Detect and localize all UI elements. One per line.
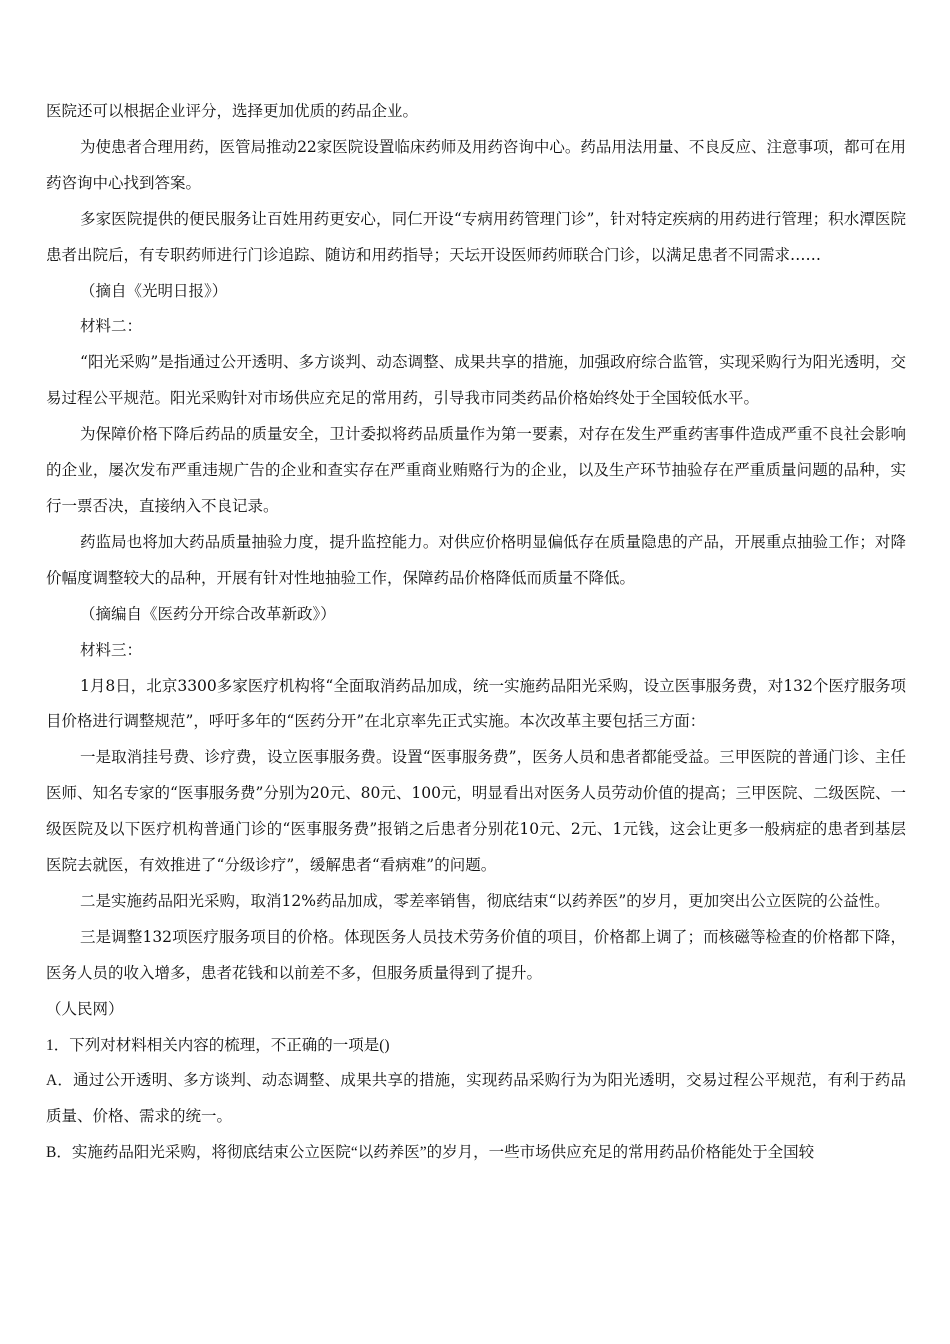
source-people: （人民网） bbox=[46, 999, 124, 1018]
question-option-b[interactable]: B．实施药品阳光采购，将彻底结束公立医院“以药养医”的岁月，一些市场供应充足的常用药品价格能处于全国较 bbox=[46, 1144, 815, 1162]
question-option-a[interactable]: A．通过公开透明、多方谈判、动态调整、成果共享的措施，实现药品采购行为为阳光透明，交易过程公平规范，有利于药品质量、价格、需求的统一。 bbox=[46, 1072, 906, 1126]
paragraph-4: “阳光采购”是指通过公开透明、多方谈判、动态调整、成果共享的措施，加强政府综合监管，实现采购行为阳光透明，交易过程公平规范。阳光采购针对市场供应充足的常用药，引导我市同类药品价格始终处于全国较低水平。 bbox=[46, 353, 906, 408]
paragraph-2: 为使患者合理用药，医管局推动22家医院设置临床药师及用药咨询中心。药品用法用量、不良反应、注意事项，都可在用药咨询中心找到答案。 bbox=[46, 137, 906, 192]
paragraph-7: 1月8日，北京3300多家医疗机构将“全面取消药品加成，统一实施药品阳光采购，设立医事服务费，对132个医疗服务项目价格进行调整规范”，呼吁多年的“医药分开”在北京率先正式实施。本次改革主要包括三方面： bbox=[46, 676, 906, 731]
material-two-heading: 材料二： bbox=[80, 317, 143, 336]
paragraph-6: 药监局也将加大药品质量抽验力度，提升监控能力。对供应价格明显偏低存在质量隐患的产品，开展重点抽验工作；对降价幅度调整较大的品种，开展有针对性地抽验工作，保障药品价格降低而质量不降低。 bbox=[46, 532, 906, 587]
paragraph-5: 为保障价格下降后药品的质量安全，卫计委拟将药品质量作为第一要素，对存在发生严重药害事件造成严重不良社会影响的企业，屡次发布严重违规广告的企业和查实存在严重商业贿赂行为的企业，以及生产环节抽验存在严重质量问题的品种，实行一票否决，直接纳入不良记录。 bbox=[46, 425, 906, 515]
paragraph-9: 二是实施药品阳光采购，取消12%药品加成，零差率销售，彻底结束“以药养医”的岁月，更加突出公立医院的公益性。 bbox=[80, 891, 890, 910]
question-stem: 1．下列对材料相关内容的梳理，不正确的一项是() bbox=[46, 1036, 390, 1054]
paragraph-8: 一是取消挂号费、诊疗费，设立医事服务费。设置“医事服务费”，医务人员和患者都能受益。三甲医院的普通门诊、主任医师、知名专家的“医事服务费”分别为20元、80元、100元，明显看出对医务人员劳动价值的提高；三甲医院、二级医院、一级医院及以下医疗机构普通门诊的“医事服务费”报销之后患者分别花10元、2元、1元钱，这会让更多一般病症的患者到基层医院去就医，有效推进了“分级诊疗”，缓解患者“看病难”的问题。 bbox=[46, 748, 906, 875]
paragraph-3: 多家医院提供的便民服务让百姓用药更安心，同仁开设“专病用药管理门诊”，针对特定疾病的用药进行管理；积水潭医院患者出院后，有专职药师进行门诊追踪、随访和用药指导；天坛开设医师药师联合门诊，以满足患者不同需求…… bbox=[46, 209, 906, 264]
source-guangming: （摘自《光明日报》） bbox=[80, 281, 228, 300]
material-three-heading: 材料三： bbox=[80, 640, 143, 659]
paragraph-1: 医院还可以根据企业评分，选择更加优质的药品企业。 bbox=[46, 102, 419, 120]
paragraph-10: 三是调整132项医疗服务项目的价格。体现医务人员技术劳务价值的项目，价格都上调了；而核磁等检查的价格都下降，医务人员的收入增多，患者花钱和以前差不多，但服务质量得到了提升。 bbox=[46, 927, 906, 982]
source-reform: （摘编自《医药分开综合改革新政》） bbox=[80, 604, 336, 623]
document-page bbox=[46, 94, 906, 1171]
